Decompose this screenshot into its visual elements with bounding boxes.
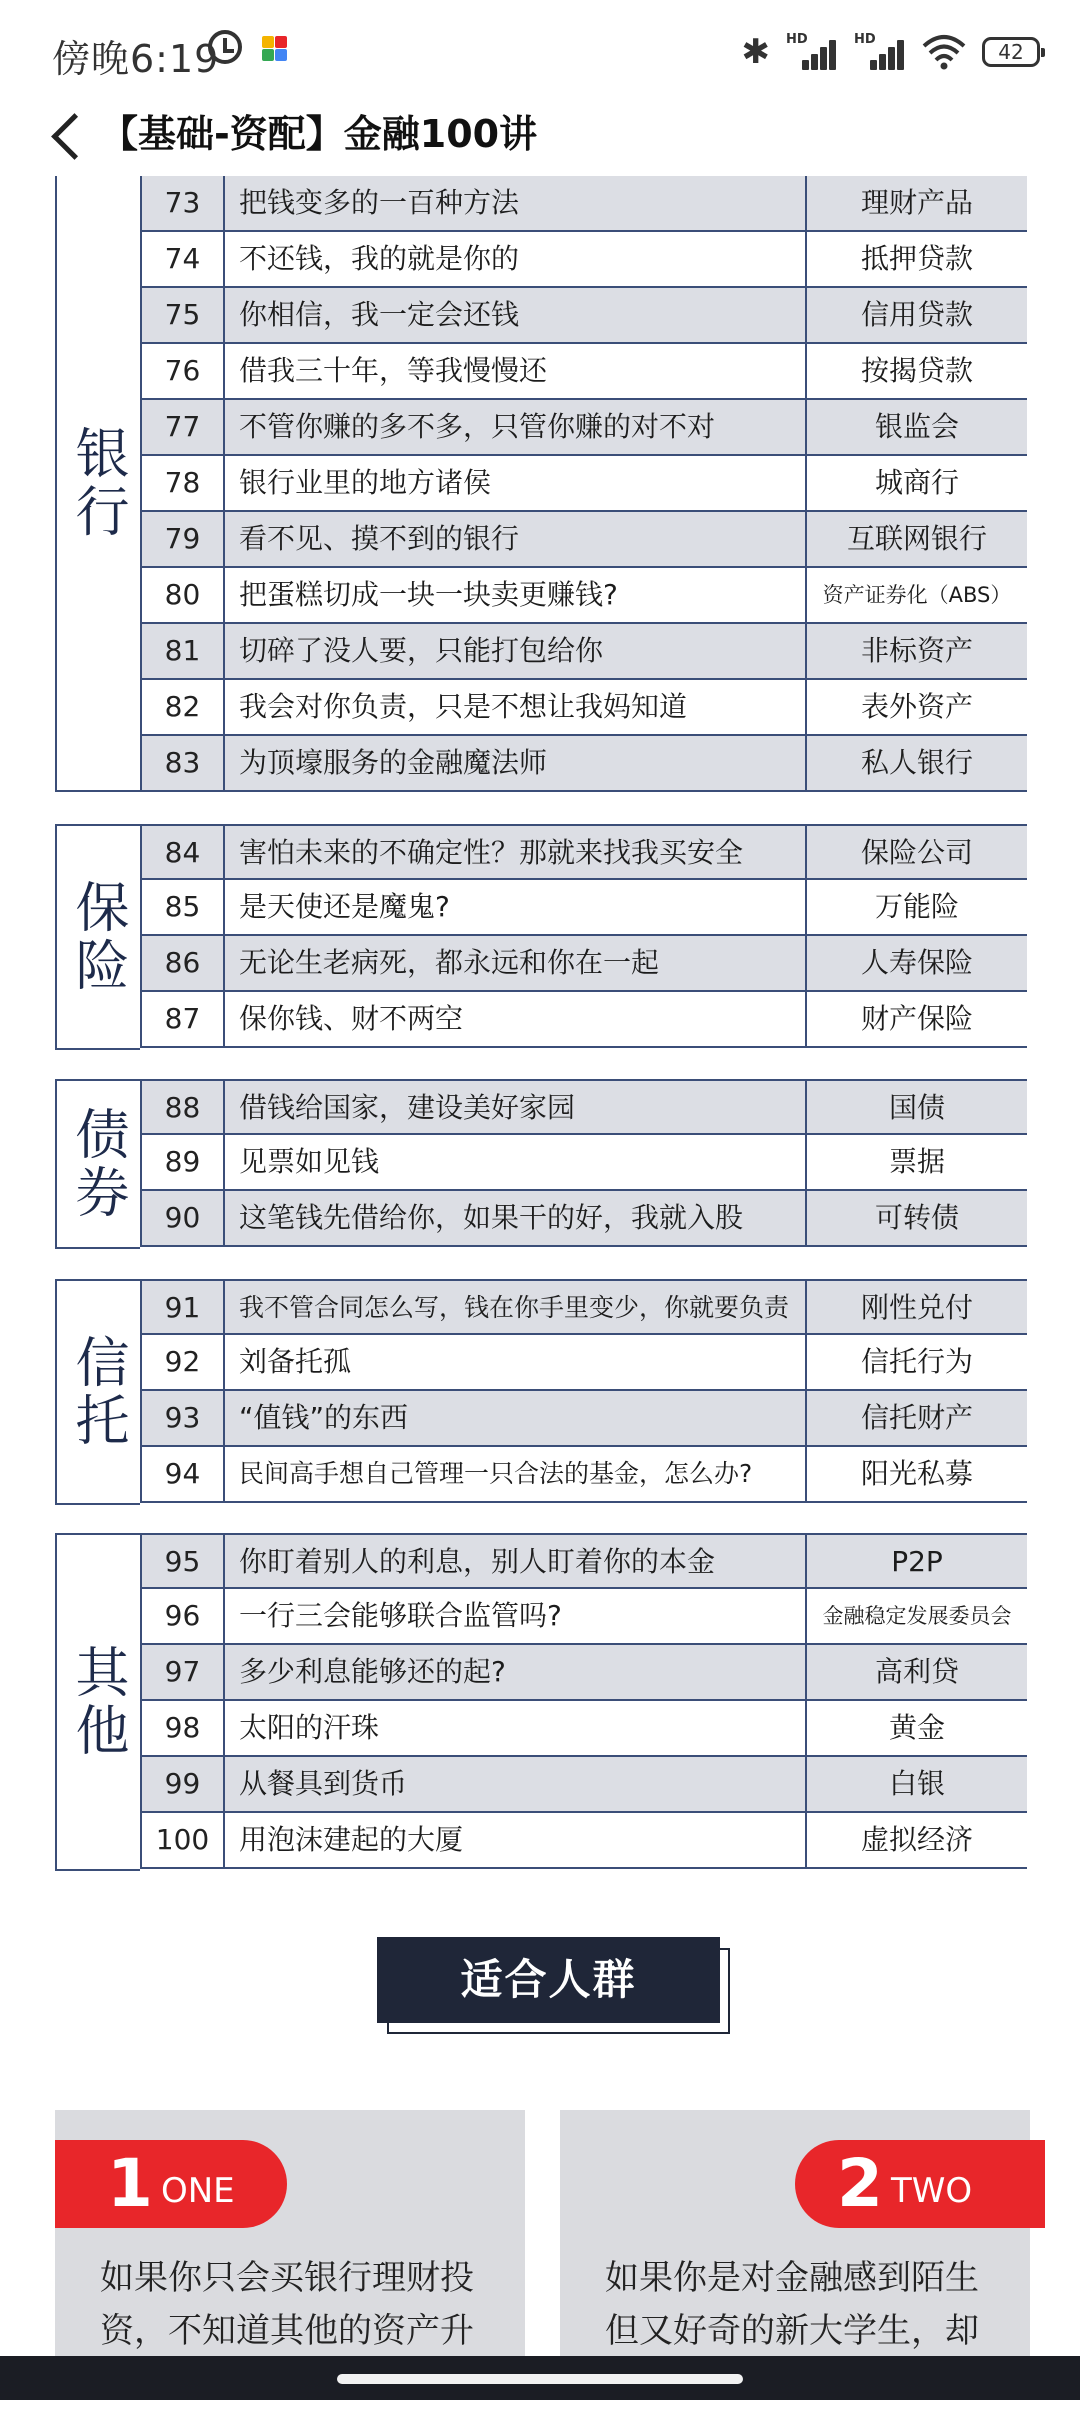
lesson-topic: 把钱变多的一百种方法 bbox=[225, 176, 807, 230]
back-chevron-icon[interactable] bbox=[44, 108, 96, 168]
table-row[interactable] bbox=[140, 1135, 1027, 1191]
lesson-term: 黄金 bbox=[888, 1711, 945, 1744]
lesson-number: 99 bbox=[140, 1757, 225, 1811]
table-row[interactable] bbox=[140, 992, 1027, 1048]
table-row[interactable] bbox=[140, 344, 1027, 400]
lesson-number: 80 bbox=[140, 568, 225, 622]
table-row[interactable] bbox=[140, 232, 1027, 288]
card-text: 如果你是对金融感到陌生但又好奇的新大学生，却 bbox=[605, 2258, 979, 2351]
table-row[interactable] bbox=[140, 400, 1027, 456]
lesson-number: 90 bbox=[140, 1191, 225, 1245]
lesson-number: 73 bbox=[140, 176, 225, 230]
lesson-term: 信托行为 bbox=[860, 1345, 973, 1378]
table-row[interactable] bbox=[140, 1191, 1027, 1247]
table-row[interactable] bbox=[140, 1447, 1027, 1503]
lesson-term: 金融稳定发展委员会 bbox=[822, 1604, 1012, 1628]
lesson-topic: 你盯着别人的利息，别人盯着你的本金 bbox=[225, 1535, 807, 1587]
wifi-icon bbox=[922, 34, 966, 70]
lesson-number: 85 bbox=[140, 880, 225, 934]
table-row[interactable] bbox=[140, 568, 1027, 624]
lesson-term: 私人银行 bbox=[860, 746, 973, 779]
lesson-topic: 切碎了没人要，只能打包给你 bbox=[225, 624, 807, 678]
lesson-number: 87 bbox=[140, 992, 225, 1046]
section-1 bbox=[55, 824, 1027, 1050]
lesson-topic: 保你钱、财不两空 bbox=[225, 992, 807, 1046]
category-label: 债券 bbox=[55, 1079, 140, 1249]
lesson-term: 表外资产 bbox=[860, 690, 973, 723]
table-row[interactable] bbox=[140, 824, 1027, 880]
lesson-topic: 无论生老病死，都永远和你在一起 bbox=[225, 936, 807, 990]
lesson-term: 阳光私募 bbox=[860, 1457, 973, 1490]
bluetooth-icon: ✱ bbox=[741, 32, 770, 72]
lesson-number: 81 bbox=[140, 624, 225, 678]
lesson-term: 按揭贷款 bbox=[860, 354, 973, 387]
lesson-term: 虚拟经济 bbox=[860, 1823, 973, 1856]
section-0 bbox=[55, 176, 1027, 792]
lesson-term: 非标资产 bbox=[860, 634, 973, 667]
table-row[interactable] bbox=[140, 880, 1027, 936]
lesson-topic: 这笔钱先借给你，如果干的好，我就入股 bbox=[225, 1191, 807, 1245]
lesson-term: 可转债 bbox=[874, 1201, 959, 1234]
lesson-topic: 我不管合同怎么写，钱在你手里变少，你就要负责 bbox=[225, 1281, 807, 1333]
audience-card-1 bbox=[55, 2110, 525, 2360]
app-notification-icon bbox=[262, 36, 288, 62]
signal-icon: HD bbox=[786, 34, 838, 70]
lesson-term: 刚性兑付 bbox=[860, 1291, 973, 1324]
table-row[interactable] bbox=[140, 1335, 1027, 1391]
lesson-topic: 借我三十年，等我慢慢还 bbox=[225, 344, 807, 398]
lesson-number: 84 bbox=[140, 826, 225, 878]
category-label: 信托 bbox=[55, 1279, 140, 1505]
table-row[interactable] bbox=[140, 1589, 1027, 1645]
lesson-term: 白银 bbox=[888, 1767, 945, 1800]
lesson-number: 93 bbox=[140, 1391, 225, 1445]
lesson-topic: 见票如见钱 bbox=[225, 1135, 807, 1189]
lesson-topic: 从餐具到货币 bbox=[225, 1757, 807, 1811]
section-2 bbox=[55, 1079, 1027, 1249]
card-number-badge: 2 TWO bbox=[795, 2140, 1045, 2228]
lesson-number: 82 bbox=[140, 680, 225, 734]
table-row[interactable] bbox=[140, 1701, 1027, 1757]
lesson-topic: 不管你赚的多不多，只管你赚的对不对 bbox=[225, 400, 807, 454]
lesson-number: 88 bbox=[140, 1081, 225, 1133]
lesson-number: 75 bbox=[140, 288, 225, 342]
lesson-topic: 借钱给国家，建设美好家园 bbox=[225, 1081, 807, 1133]
lesson-term: 城商行 bbox=[874, 466, 959, 499]
table-row[interactable] bbox=[140, 680, 1027, 736]
table-row[interactable] bbox=[140, 1813, 1027, 1869]
lesson-number: 76 bbox=[140, 344, 225, 398]
lesson-term: P2P bbox=[891, 1545, 943, 1578]
lesson-term: 抵押贷款 bbox=[860, 242, 973, 275]
lesson-topic: 多少利息能够还的起? bbox=[225, 1645, 807, 1699]
lesson-topic: “值钱”的东西 bbox=[225, 1391, 807, 1445]
lesson-topic: 你相信，我一定会还钱 bbox=[225, 288, 807, 342]
lesson-topic: 银行业里的地方诸侯 bbox=[225, 456, 807, 510]
audience-card-2 bbox=[560, 2110, 1030, 2360]
lesson-number: 74 bbox=[140, 232, 225, 286]
table-row[interactable] bbox=[140, 1645, 1027, 1701]
table-row[interactable] bbox=[140, 1533, 1027, 1589]
lesson-number: 83 bbox=[140, 736, 225, 790]
battery-icon: 42 bbox=[982, 37, 1040, 67]
page-title: 【基础-资配】金融100讲 bbox=[100, 112, 538, 156]
lesson-topic: 民间高手想自己管理一只合法的基金，怎么办? bbox=[225, 1447, 807, 1501]
alarm-icon bbox=[208, 30, 242, 64]
lesson-topic: 我会对你负责，只是不想让我妈知道 bbox=[225, 680, 807, 734]
lesson-topic: 用泡沫建起的大厦 bbox=[225, 1813, 807, 1867]
lesson-topic: 是天使还是魔鬼? bbox=[225, 880, 807, 934]
lesson-term: 票据 bbox=[888, 1145, 945, 1178]
lesson-term: 财产保险 bbox=[860, 1002, 973, 1035]
table-row[interactable] bbox=[140, 624, 1027, 680]
lesson-term: 高利贷 bbox=[874, 1655, 959, 1688]
lesson-number: 89 bbox=[140, 1135, 225, 1189]
table-row[interactable] bbox=[140, 176, 1027, 232]
table-row[interactable] bbox=[140, 1757, 1027, 1813]
table-row[interactable] bbox=[140, 456, 1027, 512]
lesson-topic: 把蛋糕切成一块一块卖更赚钱? bbox=[225, 568, 807, 622]
lesson-term: 保险公司 bbox=[860, 836, 973, 869]
table-row[interactable] bbox=[140, 1279, 1027, 1335]
lesson-term: 国债 bbox=[888, 1091, 945, 1124]
lesson-topic: 看不见、摸不到的银行 bbox=[225, 512, 807, 566]
table-row[interactable] bbox=[140, 512, 1027, 568]
lesson-term: 理财产品 bbox=[860, 186, 973, 219]
category-label: 其他 bbox=[55, 1533, 140, 1871]
table-row[interactable] bbox=[140, 736, 1027, 792]
lesson-number: 95 bbox=[140, 1535, 225, 1587]
lesson-term: 信托财产 bbox=[860, 1401, 973, 1434]
lesson-number: 91 bbox=[140, 1281, 225, 1333]
lesson-term: 人寿保险 bbox=[860, 946, 973, 979]
home-gesture-handle[interactable] bbox=[337, 2374, 743, 2384]
lesson-term: 万能险 bbox=[874, 890, 959, 923]
lesson-number: 79 bbox=[140, 512, 225, 566]
signal-icon-2: HD bbox=[854, 34, 906, 70]
section-3 bbox=[55, 1279, 1027, 1505]
category-label: 银行 bbox=[55, 176, 140, 792]
lesson-number: 96 bbox=[140, 1589, 225, 1643]
table-row[interactable] bbox=[140, 288, 1027, 344]
lesson-topic: 不还钱，我的就是你的 bbox=[225, 232, 807, 286]
lesson-number: 98 bbox=[140, 1701, 225, 1755]
lesson-number: 97 bbox=[140, 1645, 225, 1699]
section-4 bbox=[55, 1533, 1027, 1871]
category-label: 保险 bbox=[55, 824, 140, 1050]
card-text: 如果你只会买银行理财投资，不知道其他的资产升 bbox=[100, 2258, 474, 2351]
lesson-term: 信用贷款 bbox=[860, 298, 973, 331]
card-number-badge: 1 ONE bbox=[55, 2140, 287, 2228]
lesson-topic: 害怕未来的不确定性？那就来找我买安全 bbox=[225, 826, 807, 878]
lesson-number: 86 bbox=[140, 936, 225, 990]
table-row[interactable] bbox=[140, 1079, 1027, 1135]
lesson-number: 100 bbox=[140, 1813, 225, 1867]
audience-heading: 适合人群 bbox=[377, 1937, 720, 2023]
lesson-topic: 一行三会能够联合监管吗? bbox=[225, 1589, 807, 1643]
lesson-term: 互联网银行 bbox=[846, 522, 987, 555]
table-row[interactable] bbox=[140, 1391, 1027, 1447]
lesson-number: 78 bbox=[140, 456, 225, 510]
lesson-topic: 为顶壕服务的金融魔法师 bbox=[225, 736, 807, 790]
lesson-term: 资产证券化（ABS） bbox=[822, 583, 1012, 607]
lesson-topic: 刘备托孤 bbox=[225, 1335, 807, 1389]
app-header bbox=[0, 100, 1080, 176]
lesson-number: 92 bbox=[140, 1335, 225, 1389]
status-time: 傍晚6:19 bbox=[52, 37, 220, 81]
lesson-topic: 太阳的汗珠 bbox=[225, 1701, 807, 1755]
status-bar bbox=[0, 0, 1080, 100]
table-row[interactable] bbox=[140, 936, 1027, 992]
lesson-number: 77 bbox=[140, 400, 225, 454]
lesson-number: 94 bbox=[140, 1447, 225, 1501]
lesson-term: 银监会 bbox=[874, 410, 959, 443]
